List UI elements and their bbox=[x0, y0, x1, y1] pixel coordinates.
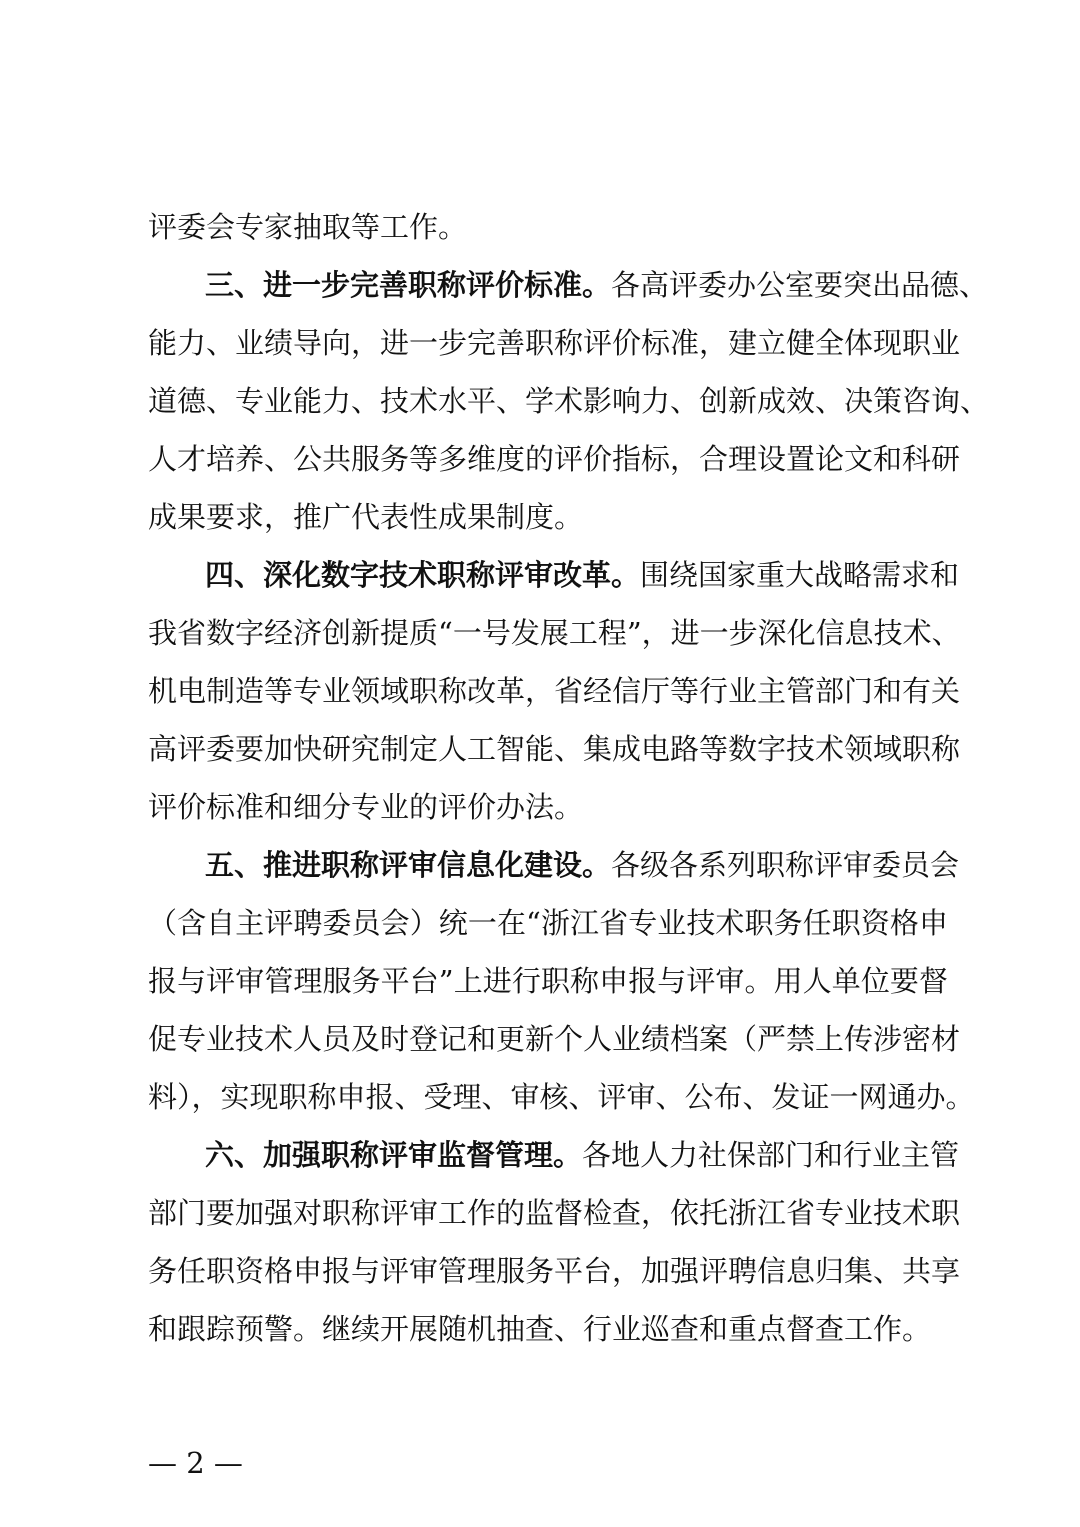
paragraph-line: 人才培养、公共服务等多维度的评价指标，合理设置论文和科研 bbox=[148, 442, 961, 476]
paragraph-line: 和跟踪预警。继续开展随机抽查、行业巡查和重点督查工作。 bbox=[148, 1312, 932, 1346]
section-heading: 六、加强职称评审监督管理。 bbox=[205, 1138, 583, 1172]
section-four-first-line bbox=[205, 555, 960, 595]
paragraph-line: 道德、专业能力、技术水平、学术影响力、创新成效、决策咨询、 bbox=[148, 384, 990, 418]
paragraph-line: 我省数字经济创新提质“一号发展工程”，进一步深化信息技术、 bbox=[148, 616, 961, 650]
section-text: 各高评委办公室要突出品德、 bbox=[611, 268, 989, 302]
paragraph-line: 料），实现职称申报、受理、审核、评审、公布、发证一网通办。 bbox=[148, 1080, 975, 1114]
section-five-first-line bbox=[205, 845, 960, 885]
section-text: 围绕国家重大战略需求和 bbox=[640, 558, 960, 592]
section-heading: 五、推进职称评审信息化建设。 bbox=[205, 848, 612, 882]
section-six-first-line bbox=[205, 1135, 960, 1175]
paragraph-line: （含自主评聘委员会）统一在“浙江省专业技术职务任职资格申 bbox=[148, 906, 948, 940]
paragraph-line: 评委会专家抽取等工作。 bbox=[148, 210, 468, 244]
paragraph-line: 能力、业绩导向，进一步完善职称评价标准，建立健全体现职业 bbox=[148, 326, 961, 360]
paragraph-line: 务任职资格申报与评审管理服务平台，加强评聘信息归集、共享 bbox=[148, 1254, 961, 1288]
section-heading: 四、深化数字技术职称评审改革。 bbox=[205, 558, 641, 592]
paragraph-line: 报与评审管理服务平台”上进行职称申报与评审。用人单位要督 bbox=[148, 964, 948, 998]
section-heading: 三、进一步完善职称评价标准。 bbox=[205, 268, 612, 302]
paragraph-line: 成果要求，推广代表性成果制度。 bbox=[148, 500, 584, 534]
paragraph-line: 高评委要加快研究制定人工智能、集成电路等数字技术领域职称 bbox=[148, 732, 961, 766]
section-three-first-line bbox=[205, 265, 989, 305]
section-text: 各地人力社保部门和行业主管 bbox=[582, 1138, 960, 1172]
paragraph-line: 评价标准和细分专业的评价办法。 bbox=[148, 790, 584, 824]
paragraph-line: 促专业技术人员及时登记和更新个人业绩档案（严禁上传涉密材 bbox=[148, 1022, 961, 1056]
section-text: 各级各系列职称评审委员会 bbox=[611, 848, 960, 882]
page-number: — 2 — bbox=[148, 1446, 243, 1480]
paragraph-line: 机电制造等专业领域职称改革，省经信厅等行业主管部门和有关 bbox=[148, 674, 961, 708]
paragraph-line: 部门要加强对职称评审工作的监督检查，依托浙江省专业技术职 bbox=[148, 1196, 961, 1230]
